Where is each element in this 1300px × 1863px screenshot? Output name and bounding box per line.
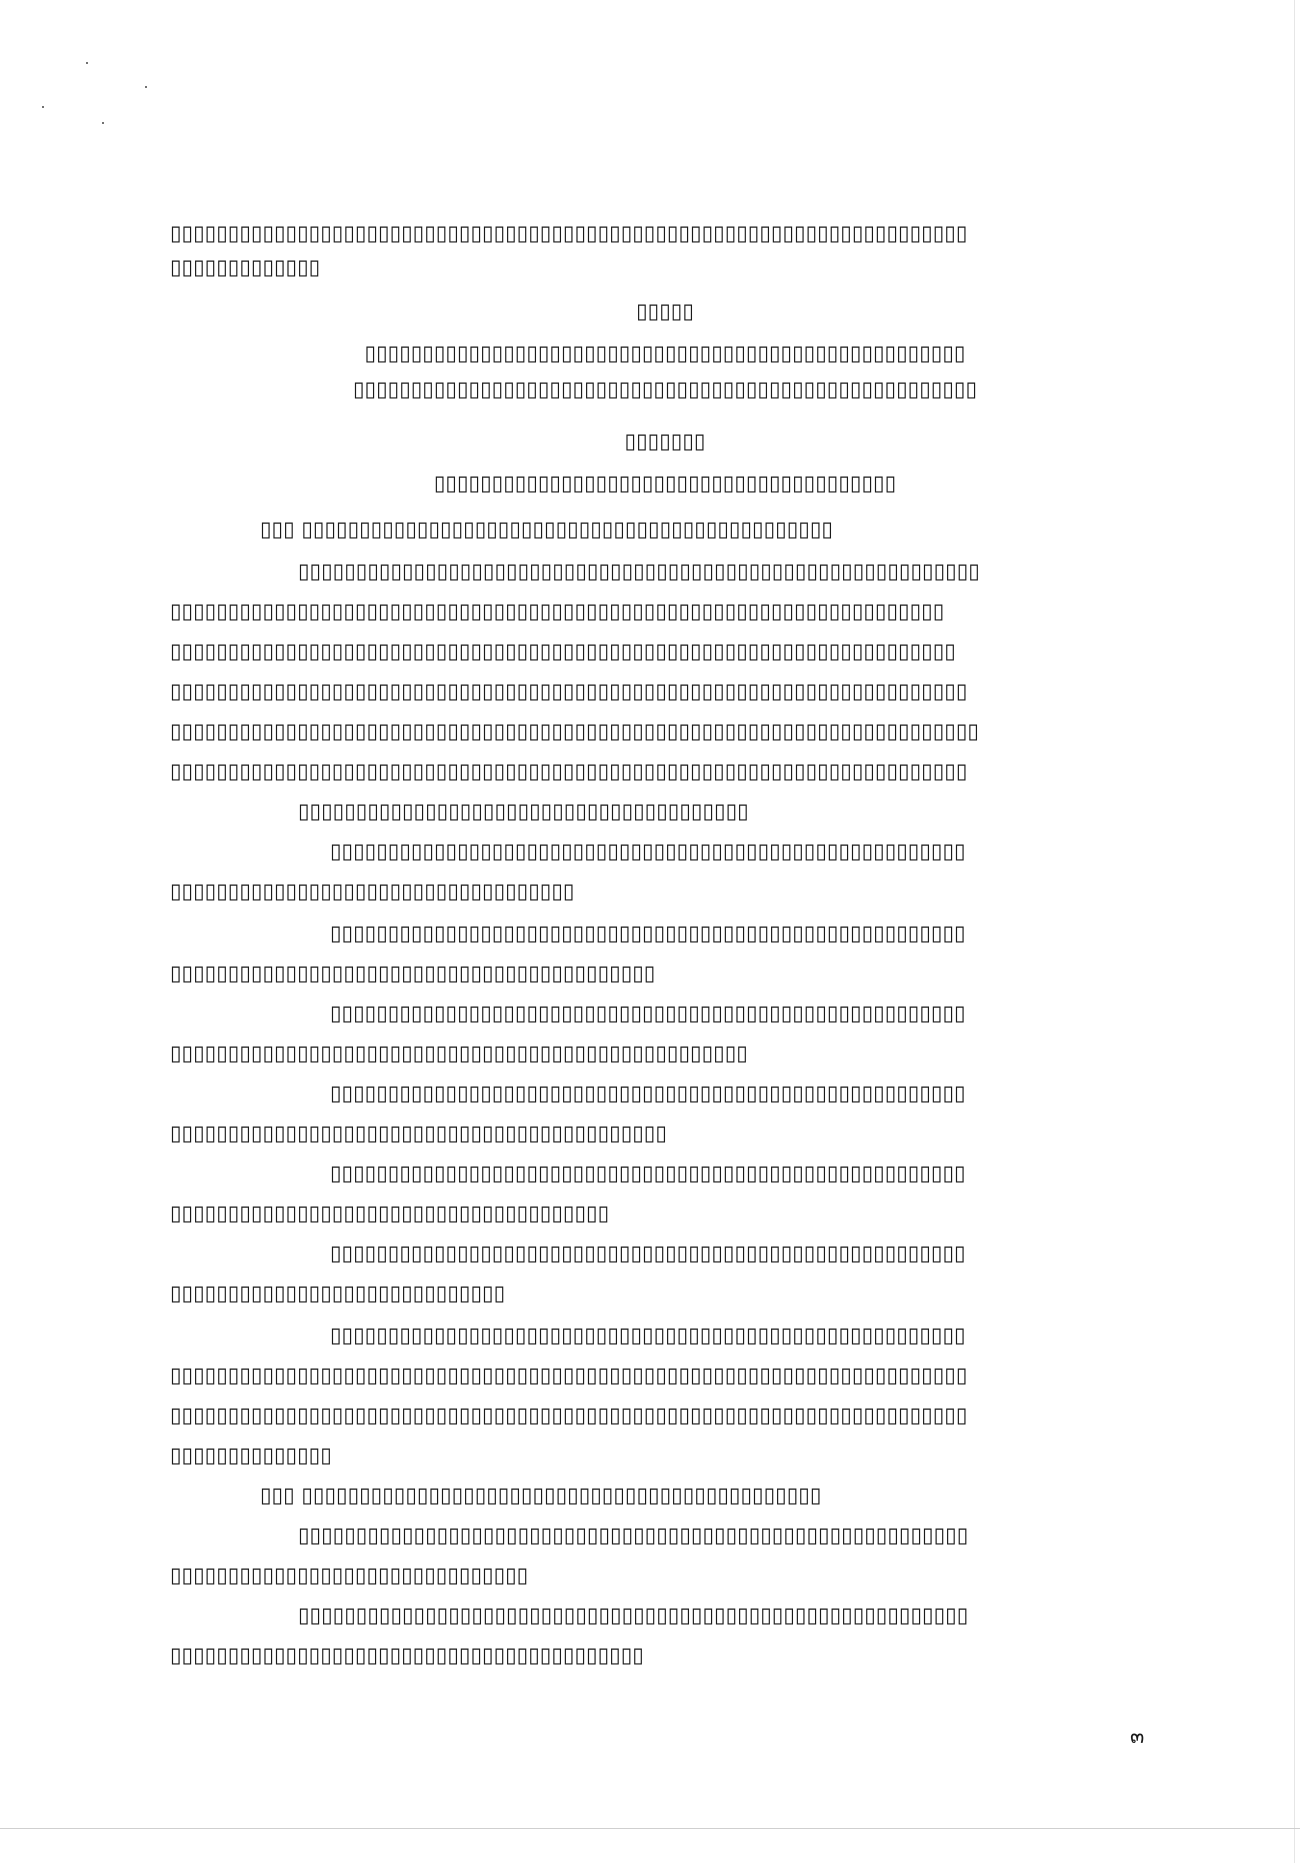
paragraph-line: ▯▯▯▯▯▯▯▯▯▯▯▯▯▯▯▯▯▯▯▯▯▯▯▯▯▯▯▯▯▯▯▯▯▯▯▯▯▯▯▯▯▯▯▯▯▯▯▯▯▯▯▯▯▯▯▯▯▯▯: [298, 559, 980, 583]
scan-speck: [86, 62, 88, 64]
scan-speck: [145, 86, 147, 88]
scan-speck: [102, 122, 104, 124]
paragraph-line: ▯▯▯▯▯▯▯▯▯▯▯▯▯▯▯▯▯▯▯▯▯▯▯▯▯▯▯▯▯▯▯▯▯▯▯▯▯▯▯▯▯▯▯▯▯▯▯▯▯▯▯▯▯▯▯▯▯▯▯▯▯▯▯▯▯▯▯▯▯: [170, 1403, 968, 1427]
paragraph-line: ▯▯▯▯▯▯▯▯▯▯▯▯▯▯▯▯▯▯▯▯▯▯▯▯▯▯▯▯▯▯▯▯▯▯▯▯▯▯▯: [298, 799, 749, 823]
paragraph-line: ▯▯▯▯▯▯▯▯▯▯▯▯▯▯▯▯▯▯▯▯▯▯▯▯▯▯▯▯▯▯▯▯▯▯▯▯▯▯▯▯▯▯▯▯▯▯▯▯▯▯▯▯▯▯▯▯▯▯▯▯▯▯▯▯▯▯▯▯▯: [170, 1363, 968, 1387]
paragraph-line: ▯▯▯▯▯▯▯▯▯▯▯▯▯▯▯▯▯▯▯▯▯▯▯▯▯▯▯▯▯▯▯▯▯▯▯▯▯▯▯▯▯▯▯▯▯▯▯▯▯▯▯▯▯▯▯: [330, 1081, 966, 1105]
chapter-title: ▯▯▯▯▯▯▯▯▯▯▯▯▯▯▯▯▯▯▯▯▯▯▯▯▯▯▯▯▯▯▯▯▯▯▯▯▯▯▯▯▯▯▯▯▯▯▯▯▯▯▯▯▯▯: [352, 376, 978, 401]
paragraph-line: ▯▯▯▯▯▯▯▯▯▯▯▯▯▯▯▯▯▯▯▯▯▯▯▯▯▯▯▯▯▯▯▯▯▯▯▯▯▯▯▯▯▯▯▯▯▯▯▯▯▯▯▯▯▯▯▯▯▯▯▯▯▯▯▯▯▯▯▯▯: [170, 679, 968, 703]
scan-speck: [42, 106, 44, 108]
paragraph-line: ▯▯▯▯▯▯▯▯▯▯▯▯▯▯▯▯▯▯▯▯▯▯▯▯▯▯▯▯▯▯▯▯▯▯▯▯▯▯▯▯▯▯▯▯▯▯▯▯▯▯▯▯▯▯▯▯▯▯: [298, 1603, 969, 1627]
chapter-number: ▯▯▯▯▯: [636, 298, 694, 323]
clause-heading: ▯▯▯ ▯▯▯▯▯▯▯▯▯▯▯▯▯▯▯▯▯▯▯▯▯▯▯▯▯▯▯▯▯▯▯▯▯▯▯▯▯▯▯▯▯▯▯▯▯: [260, 1482, 822, 1507]
paragraph-line: ▯▯▯▯▯▯▯▯▯▯▯▯▯▯▯▯▯▯▯▯▯▯▯▯▯▯▯▯▯▯▯▯▯▯▯▯▯▯: [170, 1201, 610, 1225]
paragraph-line: ▯▯▯▯▯▯▯▯▯▯▯▯▯▯▯▯▯▯▯▯▯▯▯▯▯▯▯▯▯▯▯▯▯▯▯▯▯▯▯▯▯▯▯▯▯▯▯▯▯▯▯▯▯▯▯: [330, 839, 966, 863]
page-number: ๓: [1130, 1724, 1145, 1748]
paragraph-line: ▯▯▯▯▯▯▯▯▯▯▯▯▯▯▯▯▯▯▯▯▯▯▯▯▯▯▯▯▯▯▯▯▯▯▯▯▯▯▯▯▯▯▯▯▯▯▯▯▯▯: [170, 1041, 748, 1065]
paragraph-line: ▯▯▯▯▯▯▯▯▯▯▯▯▯▯▯▯▯▯▯▯▯▯▯▯▯▯▯▯▯▯▯▯▯▯▯▯▯▯▯▯▯▯▯▯▯▯▯▯▯▯▯▯▯▯▯▯▯▯▯▯▯▯▯▯▯▯▯▯▯▯: [170, 719, 979, 743]
paragraph-line: ▯▯▯▯▯▯▯▯▯▯▯▯▯▯▯▯▯▯▯▯▯▯▯▯▯▯▯▯▯▯▯▯▯▯▯: [170, 879, 575, 903]
paragraph-line: ▯▯▯▯▯▯▯▯▯▯▯▯▯▯: [170, 1443, 332, 1467]
paragraph-line: ▯▯▯▯▯▯▯▯▯▯▯▯▯: [170, 255, 321, 279]
paragraph-line: ▯▯▯▯▯▯▯▯▯▯▯▯▯▯▯▯▯▯▯▯▯▯▯▯▯▯▯▯▯▯▯▯▯▯▯▯▯▯▯▯▯▯▯: [170, 1121, 667, 1145]
paragraph-line: ▯▯▯▯▯▯▯▯▯▯▯▯▯▯▯▯▯▯▯▯▯▯▯▯▯▯▯▯▯▯▯▯▯▯▯▯▯▯▯▯▯▯▯▯▯▯▯▯▯▯▯▯▯▯▯▯▯▯: [298, 1523, 969, 1547]
paragraph-line: ▯▯▯▯▯▯▯▯▯▯▯▯▯▯▯▯▯▯▯▯▯▯▯▯▯▯▯▯▯▯▯▯▯▯▯▯▯▯▯▯▯▯▯▯▯▯▯▯▯▯▯▯▯▯▯: [330, 1241, 966, 1265]
paragraph-line: ▯▯▯▯▯▯▯▯▯▯▯▯▯▯▯▯▯▯▯▯▯▯▯▯▯▯▯▯▯▯▯▯▯▯▯▯▯▯▯▯▯▯▯▯▯▯▯▯▯▯▯▯▯▯▯▯▯▯▯▯▯▯▯▯▯▯▯▯▯: [170, 221, 968, 245]
clause-heading: ▯▯▯ ▯▯▯▯▯▯▯▯▯▯▯▯▯▯▯▯▯▯▯▯▯▯▯▯▯▯▯▯▯▯▯▯▯▯▯▯▯▯▯▯▯▯▯▯▯▯: [260, 516, 833, 541]
scan-bottom-edge: [0, 1828, 1300, 1829]
paragraph-line: ▯▯▯▯▯▯▯▯▯▯▯▯▯▯▯▯▯▯▯▯▯▯▯▯▯▯▯▯▯▯▯▯▯▯▯▯▯▯▯▯▯▯▯▯▯▯▯▯▯▯▯▯▯▯▯: [330, 1001, 966, 1025]
paragraph-line: ▯▯▯▯▯▯▯▯▯▯▯▯▯▯▯▯▯▯▯▯▯▯▯▯▯▯▯▯▯▯▯▯▯▯▯▯▯▯▯▯▯▯▯▯▯▯▯▯▯▯▯▯▯▯▯: [330, 1323, 966, 1347]
paragraph-line: ▯▯▯▯▯▯▯▯▯▯▯▯▯▯▯▯▯▯▯▯▯▯▯▯▯▯▯▯▯▯▯▯▯▯▯▯▯▯▯▯▯▯▯▯▯▯▯▯▯▯▯▯▯▯▯: [330, 1161, 966, 1185]
part-title: ▯▯▯▯▯▯▯▯▯▯▯▯▯▯▯▯▯▯▯▯▯▯▯▯▯▯▯▯▯▯▯▯▯▯▯▯▯▯▯▯: [433, 470, 897, 495]
paragraph-line: ▯▯▯▯▯▯▯▯▯▯▯▯▯▯▯▯▯▯▯▯▯▯▯▯▯▯▯▯▯▯▯: [170, 1563, 529, 1587]
paragraph-line: ▯▯▯▯▯▯▯▯▯▯▯▯▯▯▯▯▯▯▯▯▯▯▯▯▯▯▯▯▯▯▯▯▯▯▯▯▯▯▯▯▯: [170, 1643, 644, 1667]
paragraph-line: ▯▯▯▯▯▯▯▯▯▯▯▯▯▯▯▯▯▯▯▯▯▯▯▯▯▯▯▯▯▯▯▯▯▯▯▯▯▯▯▯▯▯▯▯▯▯▯▯▯▯▯▯▯▯▯▯▯▯▯▯▯▯▯▯▯▯▯: [170, 599, 945, 623]
paragraph-line: ▯▯▯▯▯▯▯▯▯▯▯▯▯▯▯▯▯▯▯▯▯▯▯▯▯▯▯▯▯: [170, 1281, 506, 1305]
chapter-title: ▯▯▯▯▯▯▯▯▯▯▯▯▯▯▯▯▯▯▯▯▯▯▯▯▯▯▯▯▯▯▯▯▯▯▯▯▯▯▯▯▯▯▯▯▯▯▯▯▯▯▯▯: [364, 340, 966, 365]
part-number: ▯▯▯▯▯▯▯: [624, 428, 706, 453]
paragraph-line: ▯▯▯▯▯▯▯▯▯▯▯▯▯▯▯▯▯▯▯▯▯▯▯▯▯▯▯▯▯▯▯▯▯▯▯▯▯▯▯▯▯▯: [170, 961, 656, 985]
paragraph-line: ▯▯▯▯▯▯▯▯▯▯▯▯▯▯▯▯▯▯▯▯▯▯▯▯▯▯▯▯▯▯▯▯▯▯▯▯▯▯▯▯▯▯▯▯▯▯▯▯▯▯▯▯▯▯▯: [330, 921, 966, 945]
page-edge: [1294, 0, 1295, 1863]
paragraph-line: ▯▯▯▯▯▯▯▯▯▯▯▯▯▯▯▯▯▯▯▯▯▯▯▯▯▯▯▯▯▯▯▯▯▯▯▯▯▯▯▯▯▯▯▯▯▯▯▯▯▯▯▯▯▯▯▯▯▯▯▯▯▯▯▯▯▯▯▯▯: [170, 759, 968, 783]
paragraph-line: ▯▯▯▯▯▯▯▯▯▯▯▯▯▯▯▯▯▯▯▯▯▯▯▯▯▯▯▯▯▯▯▯▯▯▯▯▯▯▯▯▯▯▯▯▯▯▯▯▯▯▯▯▯▯▯▯▯▯▯▯▯▯▯▯▯▯▯▯: [170, 639, 956, 663]
